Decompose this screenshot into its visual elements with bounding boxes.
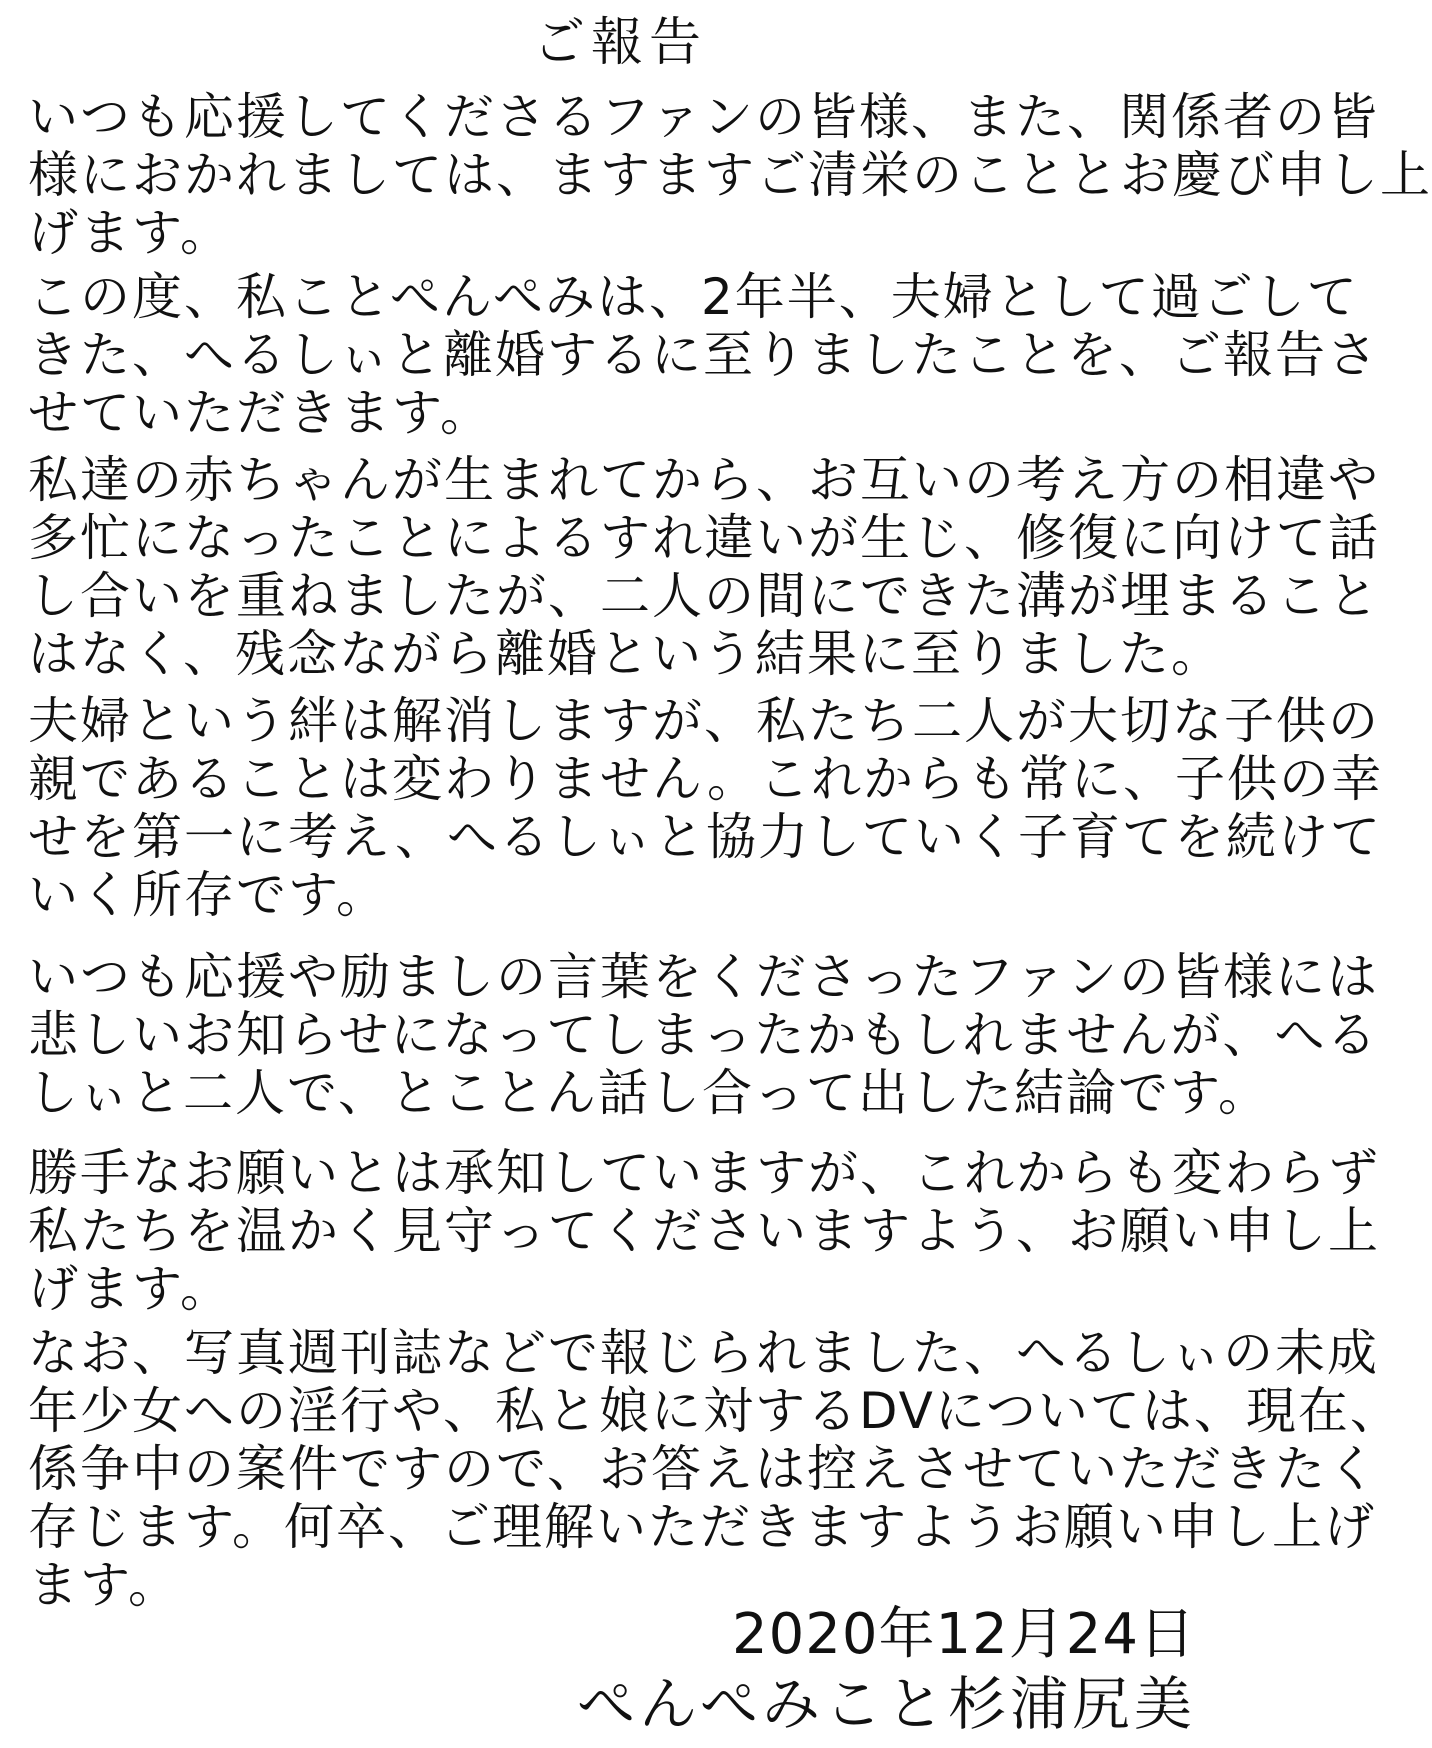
text-line: 私達の赤ちゃんが生まれてから、お互いの考え方の相違や [28,451,1380,509]
text-line: ます。 [28,1556,180,1614]
text-line: 勝手なお願いとは承知していますが、これからも変わらず [28,1144,1380,1202]
text-line: この度、私ことぺんぺみは、2年半、夫婦として過ごして [28,268,1359,326]
text-line: 多忙になったことによるすれ違いが生じ、修復に向けて話 [28,509,1380,567]
text-line: 係争中の案件ですので、お答えは控えさせていただきたく [28,1440,1379,1498]
page-title: ご報告 [532,13,707,73]
text-line: 私たちを温かく見守ってくださいますよう、お願い申し上 [28,1202,1380,1260]
text-line: 年少女への淫行や、私と娘に対するDVについては、現在、 [28,1382,1402,1440]
text-line: はなく、残念ながら離婚という結果に至りました。 [28,625,1223,683]
text-line: 様におかれましては、ますますご清栄のこととお慶び申し上 [28,146,1432,204]
text-line: きた、へるしぃと離婚するに至りましたことを、ご報告さ [28,326,1379,384]
text-line: いく所存です。 [28,866,388,924]
text-line: なお、写真週刊誌などで報じられました、へるしぃの未成 [28,1324,1379,1382]
text-line: 存じます。何卒、ご理解いただきますようお願い申し上げ [28,1498,1376,1556]
text-line: 夫婦という絆は解消しますが、私たち二人が大切な子供の [28,692,1380,750]
text-line: げます。 [28,204,232,262]
date-line: 2020年12月24日 [731,1602,1196,1667]
text-line: 親であることは変わりません。これからも常に、子供の幸 [28,750,1383,808]
text-line: せを第一に考え、へるしぃと協力していく子育てを続けて [28,808,1382,866]
signature: ぺんぺみこと杉浦尻美 [577,1670,1196,1738]
text-line: 悲しいお知らせになってしまったかもしれませんが、へる [28,1006,1379,1064]
text-line: し合いを重ねましたが、二人の間にできた溝が埋まること [28,567,1380,625]
text-line: いつも応援してくださるファンの皆様、また、関係者の皆 [28,88,1379,146]
text-line: せていただきます。 [28,384,492,442]
text-line: いつも応援や励ましの言葉をくださったファンの皆様には [28,948,1379,1006]
text-line: しぃと二人で、とことん話し合って出した結論です。 [28,1064,1270,1122]
text-line: げます。 [28,1260,232,1318]
